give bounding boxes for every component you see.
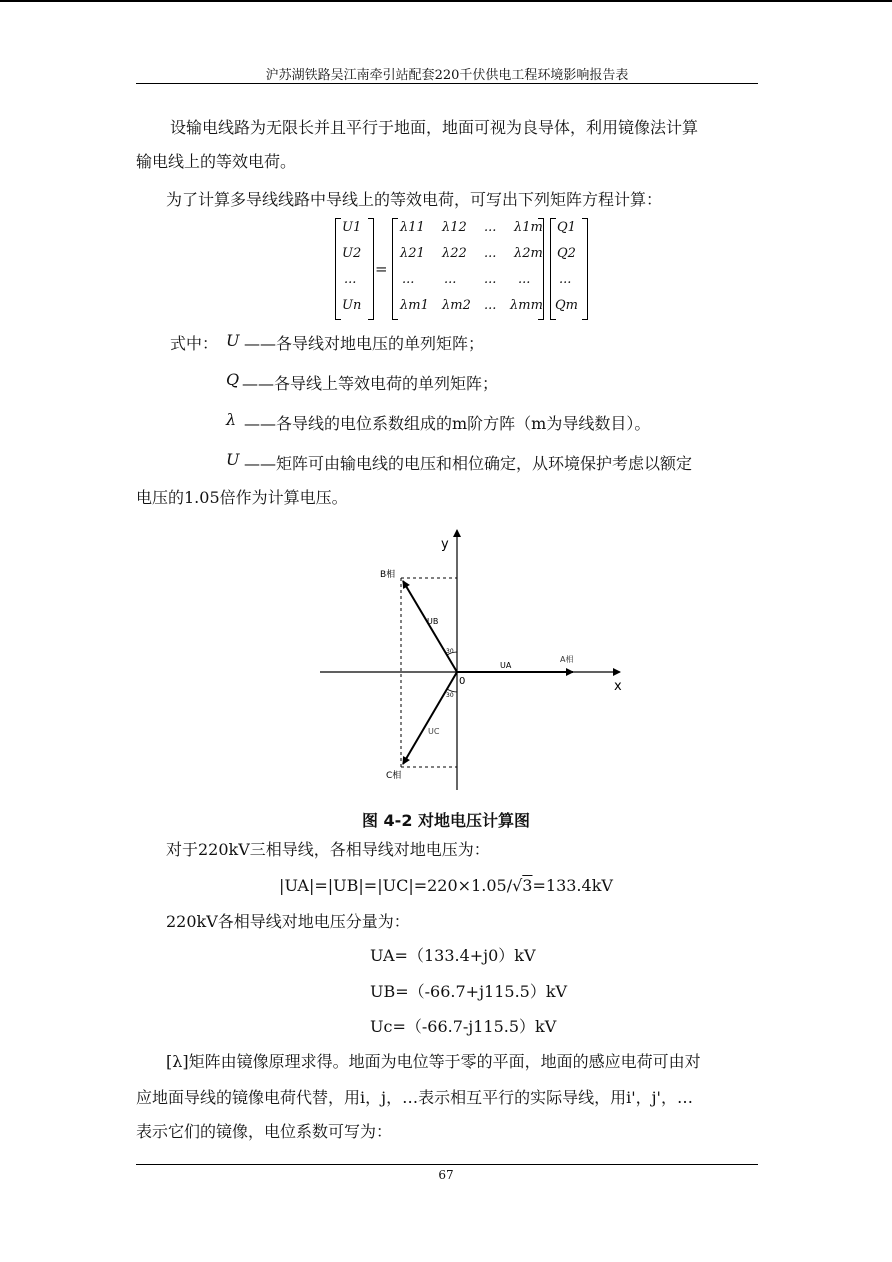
paragraph-3-line-1: [λ]矩阵由镜像原理求得。地面为电位等于零的平面，地面的感应电荷可由对 [166,1052,701,1071]
definition-lambda-symbol: λ [226,410,237,429]
definition-q-text: ——各导线上等效电荷的单列矩阵； [242,374,499,393]
paragraph-3-line-3: 表示它们的镜像，电位系数可写为： [136,1122,393,1141]
uc-arrow [403,672,457,764]
definition-u-text: ——各导线对地电压的单列矩阵； [244,334,485,353]
ua-component: UA=（133.4+j0）kV [370,946,536,965]
definition-lambda-text: ——各导线的电位系数组成的m阶方阵（m为导线数目）。 [244,414,651,433]
q-entry: Q1 [557,220,576,235]
q-entry: ... [559,272,572,287]
lambda-entry: ... [402,272,415,287]
lambda-entry: λ22 [442,246,467,261]
u-entry: U2 [342,246,362,261]
definition-u-symbol: U [226,331,240,350]
u-entry: ... [344,272,357,287]
lambda-entry: λm1 [400,298,429,313]
b-phase-label: B相 [380,570,396,580]
x-axis-label: x [614,679,622,694]
lambda-entry: λmm [510,298,543,313]
ub-arrow [403,581,457,672]
origin-label: 0 [459,676,466,687]
lambda-entry: λm2 [442,298,471,313]
phase-voltage-intro: 对于220kV三相导线，各相导线对地电压为： [166,840,490,859]
angle-label-bottom: 30 [446,692,454,699]
lambda-entry: ... [484,246,497,261]
ub-label: UB [427,617,439,626]
lambda-entry: ... [518,272,531,287]
paragraph-1-line-2: 输电线上的等效电荷。 [136,152,297,171]
component-intro: 220kV各相导线对地电压分量为： [166,912,410,931]
phase-voltage-formula [0,876,892,895]
q-entry: Q2 [557,246,576,261]
formula-part-2: =133.4kV [532,876,613,895]
definition-u2-text: ——矩阵可由输电线的电压和相位确定，从环境保护考虑以额定 [244,454,693,473]
sqrt-sign: √ [512,876,523,895]
figure-caption: 图 4-2 对地电压计算图 [361,811,531,830]
lambda-entry: λ1m [514,220,543,235]
lambda-entry: λ21 [400,246,425,261]
lambda-entry: ... [484,272,497,287]
paragraph-3-line-2: 应地面导线的镜像电荷代替，用i，j，…表示相互平行的实际导线，用i'，j'，… [136,1088,693,1107]
uc-component: Uc=（-66.7-j115.5）kV [370,1017,557,1036]
lambda-entry: λ12 [442,220,467,235]
y-axis-label: y [441,537,449,552]
lambda-entry: ... [484,220,497,235]
lambda-entry: ... [444,272,457,287]
formula-part-1: |UA|=|UB|=|UC|=220×1.05/ [279,876,513,895]
q-entry: Qm [555,298,578,313]
u-entry: U1 [342,220,362,235]
equals-sign: = [375,260,388,278]
paragraph-2: 为了计算多导线线路中导线上的等效电荷，可写出下列矩阵方程计算： [166,190,663,209]
definition-prefix: 式中： [170,334,219,353]
ua-label: UA [500,661,512,670]
a-phase-label: A相 [560,655,574,664]
definition-q-symbol: Q [226,370,240,389]
uc-label: UC [428,727,440,736]
page-header: 沪苏湖铁路吴江南牵引站配套220千伏供电工程环境影响报告表 [265,68,629,83]
definition-u2-text-line2: 电压的1.05倍作为计算电压。 [136,488,348,507]
c-phase-label: C相 [386,771,402,781]
lambda-entry: λ2m [514,246,543,261]
footer-rule [136,1164,758,1165]
formula-root: 3 [522,876,533,895]
angle-label-top: 30 [446,648,454,655]
paragraph-1-line-1: 设输电线路为无限长并且平行于地面，地面可视为良导体，利用镜像法计算 [170,118,699,137]
u-entry: Un [342,298,362,313]
definition-u2-symbol: U [226,450,240,469]
ub-component: UB=（-66.7+j115.5）kV [370,982,568,1001]
lambda-entry: ... [484,298,497,313]
lambda-entry: λ11 [400,220,425,235]
page-number: 67 [438,1168,454,1182]
